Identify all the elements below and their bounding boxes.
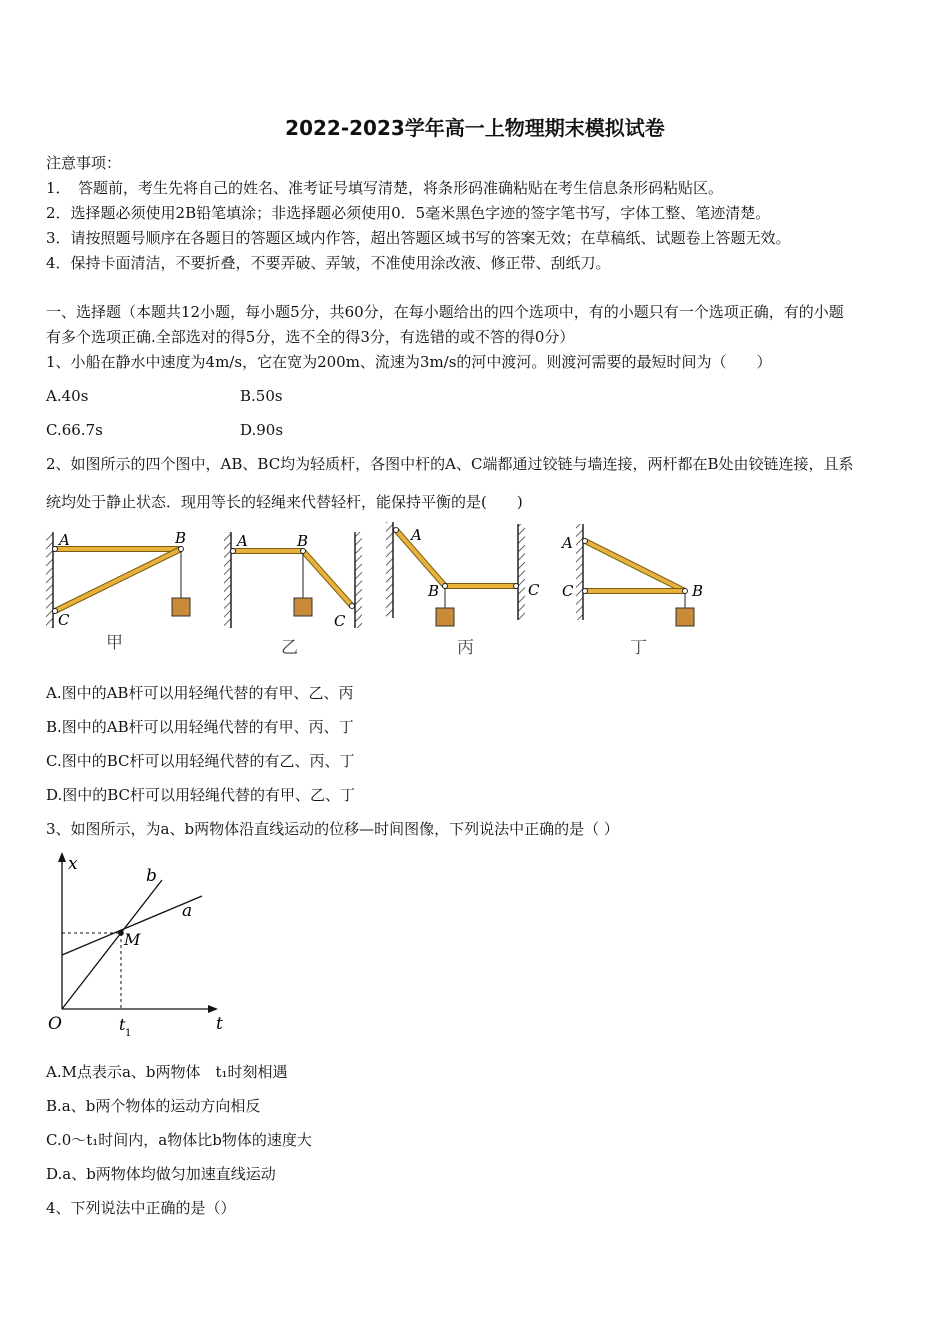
hinge-a: [53, 547, 58, 552]
label-c: C: [334, 612, 346, 630]
rod-ab-fill: [585, 541, 685, 591]
a-line-label: a: [182, 901, 193, 921]
section-heading-line2: 有多个选项正确.全部选对的得5分，选不全的得3分，有选错的或不答的得0分）: [46, 328, 575, 346]
m-label: M: [124, 930, 141, 949]
label-a: A: [411, 526, 422, 544]
q3-option-c[interactable]: C.0～t₁时间内，a物体比b物体的速度大: [46, 1131, 312, 1149]
notice-item: 3．请按照题号顺序在各题目的答题区域内作答，超出答题区域书写的答案无效；在草稿纸、试题卷上答题无效。: [46, 229, 791, 247]
q3-option-d[interactable]: D.a、b两物体均做匀加速直线运动: [46, 1165, 276, 1183]
t-axis-arrow: [208, 1005, 218, 1013]
left-wall-hatch: [224, 532, 231, 628]
wall-hatch: [46, 532, 53, 628]
q1-option-b[interactable]: B.50s: [240, 387, 283, 405]
weight-block: [436, 608, 454, 626]
fig-name-jia: 甲: [106, 633, 123, 653]
section-heading-line1: 一、选择题（本题共12小题，每小题5分，共60分，在每小题给出的四个选项中，有的小题只有一个选项正确，有的小题: [46, 303, 844, 321]
hinge-c: [350, 604, 355, 609]
hinge-c: [583, 589, 588, 594]
left-wall-hatch: [386, 522, 393, 618]
q3-stem: 3、如图所示，为a、b两物体沿直线运动的位移—时间图像，下列说法中正确的是（ ）: [46, 820, 619, 838]
label-a: A: [562, 534, 573, 552]
hinge-b: [683, 589, 688, 594]
q3-graph: [40, 848, 240, 1043]
label-c: C: [58, 611, 70, 629]
q2-option-d[interactable]: D.图中的BC杆可以用轻绳代替的有甲、乙、丁: [46, 786, 356, 804]
q2-figure: [0, 518, 950, 668]
q4-stem: 4、下列说法中正确的是（）: [46, 1199, 236, 1217]
hinge-a: [231, 549, 236, 554]
hinge-a: [394, 528, 399, 533]
q1-stem: 1、小船在静水中速度为4m/s，它在宽为200m、流速为3m/s的河中渡河。则渡河需要的最短时间为（ ）: [46, 353, 772, 371]
label-b: B: [297, 532, 309, 550]
q1-option-c[interactable]: C.66.7s: [46, 421, 103, 439]
hinge-c: [514, 584, 519, 589]
label-a: A: [59, 531, 70, 549]
q1-option-d[interactable]: D.90s: [240, 421, 284, 439]
label-b: B: [175, 529, 187, 547]
label-b: B: [428, 582, 440, 600]
t-axis-label: t: [216, 1014, 223, 1034]
figure-ding: [560, 524, 703, 658]
figure-bing: [386, 522, 540, 658]
notice-item: 4．保持卡面清洁，不要折叠，不要弄破、弄皱，不准使用涂改液、修正带、刮纸刀。: [46, 254, 611, 272]
hinge-a: [583, 539, 588, 544]
notice-heading: 注意事项：: [46, 154, 122, 172]
fig-name-yi: 乙: [281, 638, 298, 658]
notice-item: 1． 答题前，考生先将自己的姓名、准考证号填写清楚，将条形码准确粘贴在考生信息条形码粘贴区。: [46, 179, 724, 197]
rod-bc-fill: [55, 549, 181, 611]
q2-option-b[interactable]: B.图中的AB杆可以用轻绳代替的有甲、丙、丁: [46, 718, 354, 736]
hinge-b: [179, 547, 184, 552]
notice-item: 2．选择题必须使用2B铅笔填涂；非选择题必须使用0．5毫米黑色字迹的签字笔书写，字体工整、笔迹清楚。: [46, 204, 771, 222]
figure-jia: [46, 529, 190, 653]
x-axis-arrow: [58, 852, 66, 862]
q2-stem-line2: 统均处于静止状态．现用等长的轻绳来代替轻杆，能保持平衡的是( ): [46, 493, 523, 511]
q3-option-a[interactable]: A.M点表示a、b两物体 t₁时刻相遇: [46, 1063, 288, 1081]
hinge-c: [53, 609, 58, 614]
right-wall-hatch: [355, 532, 362, 628]
page-title: 2022-2023学年高一上物理期末模拟试卷: [285, 116, 665, 140]
q2-option-a[interactable]: A.图中的AB杆可以用轻绳代替的有甲、乙、丙: [46, 684, 354, 702]
right-wall-hatch: [518, 524, 525, 620]
label-a: A: [237, 532, 248, 550]
line-b: [62, 880, 162, 1009]
weight-block: [172, 598, 190, 616]
q1-option-a[interactable]: A.40s: [46, 387, 89, 405]
t1-subscript: 1: [125, 1028, 132, 1039]
fig-name-bing: 丙: [457, 638, 474, 658]
hinge-b: [443, 584, 448, 589]
weight-block: [294, 598, 312, 616]
figure-yi: [224, 532, 362, 658]
weight-block: [676, 608, 694, 626]
label-c: C: [562, 582, 574, 600]
label-c: C: [528, 581, 540, 599]
q2-stem-line1: 2、如图所示的四个图中，AB、BC均为轻质杆，各图中杆的A、C端都通过铰链与墙连接，两杆都在B处由铰链连接，且系: [46, 455, 854, 473]
point-m: [118, 930, 124, 936]
label-b: B: [692, 582, 704, 600]
t1-label: t: [119, 1015, 126, 1034]
q3-option-b[interactable]: B.a、b两个物体的运动方向相反: [46, 1097, 261, 1115]
origin-label: O: [48, 1014, 62, 1034]
fig-name-ding: 丁: [630, 638, 647, 658]
x-axis-label: x: [68, 854, 78, 874]
q2-option-c[interactable]: C.图中的BC杆可以用轻绳代替的有乙、丙、丁: [46, 752, 355, 770]
b-line-label: b: [146, 866, 157, 886]
wall-hatch: [576, 524, 583, 620]
